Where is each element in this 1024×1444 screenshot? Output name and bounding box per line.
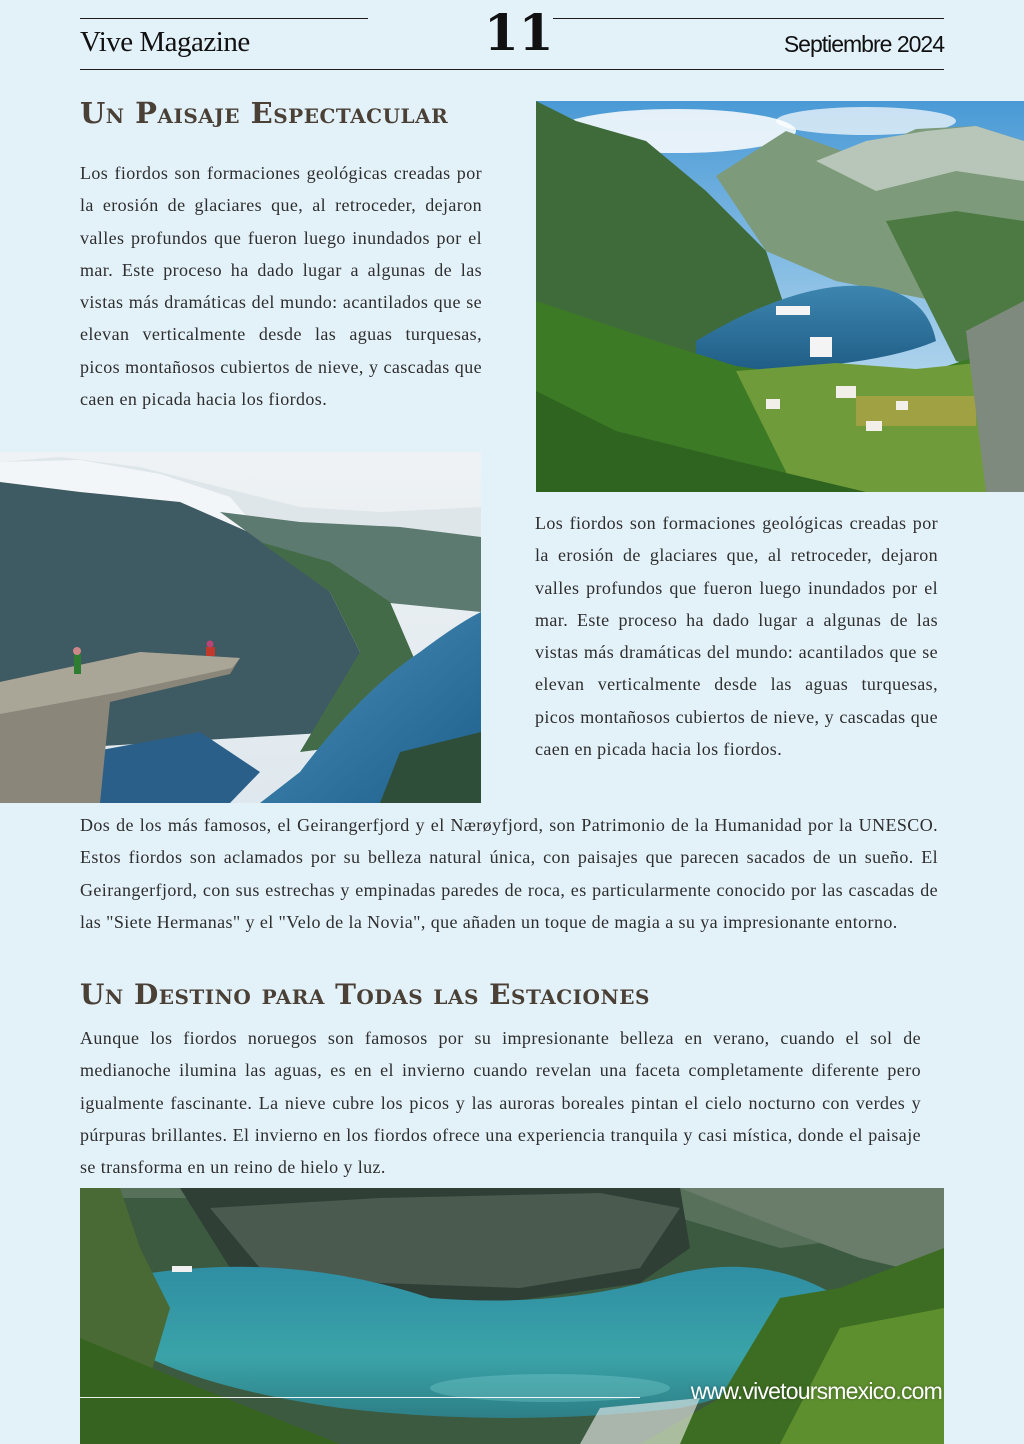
issue-date: Septiembre 2024 bbox=[783, 31, 944, 57]
body-paragraph-4: Aunque los fiordos noruegos son famosos por su impresionante belleza en verano, cuando el sol de medianoche ilumina las aguas, es en el invierno cuando revelan una faceta completamente diferente pero igualmente fascinante. La nieve cubre los picos y las auroras boreales pintan el cielo nocturno con verdes y púrpuras brillantes. El invierno en los fiordos ofrece una experiencia tranquila y casi mística, donde el paisaje se transforma en un reino de hielo y luz. bbox=[80, 1028, 921, 1178]
photo-fjord-valley bbox=[536, 101, 1024, 492]
photo-turquoise-fjord bbox=[80, 1188, 944, 1444]
photo-trolltunga-cliff bbox=[0, 452, 481, 803]
body-paragraph-1: Los fiordos son formaciones geológicas creadas por la erosión de glaciares que, al retroceder, dejaron valles profundos que fueron luego inundados por el mar. Este proceso ha dado lugar a algunas de las vistas más dramáticas del mundo: acantilados que se elevan verticalmente desde las aguas turquesas, picos montañosos cubiertos de nieve, y cascadas que caen en picada hacia los fiordos. bbox=[80, 163, 482, 410]
body-paragraph-3: Dos de los más famosos, el Geirangerfjord y el Nærøyfjord, son Patrimonio de la Humanidad por la UNESCO. Estos fiordos son aclamados por su belleza natural única, con paisajes que parecen sacados de un sueño. El Geirangerfjord, con sus estrechas y empinadas paredes de roca, es particularmente conocido por las cascadas de las "Siete Hermanas" y el "Velo de la Novia", que añaden un toque de magia a su ya impresionante entorno. bbox=[80, 815, 938, 932]
website-url[interactable]: www.vivetoursmexico.com bbox=[690, 1378, 942, 1404]
body-paragraph-2: Los fiordos son formaciones geológicas creadas por la erosión de glaciares que, al retroceder, dejaron valles profundos que fueron luego inundados por el mar. Este proceso ha dado lugar a algunas de las vistas más dramáticas del mundo: acantilados que se elevan verticalmente desde las aguas turquesas, picos montañosos cubiertos de nieve, y cascadas que caen en picada hacia los fiordos. bbox=[535, 513, 938, 760]
section-heading-seasons: Un Destino para Todas las Estaciones bbox=[80, 978, 650, 1011]
header-rule-bottom bbox=[80, 69, 944, 70]
header-rule-top-left bbox=[80, 18, 368, 19]
footer-rule bbox=[80, 1397, 640, 1398]
page-number: 11 bbox=[484, 3, 554, 62]
section-heading-landscape: Un Paisaje Espectacular bbox=[80, 96, 449, 130]
magazine-brand: Vive Magazine bbox=[80, 26, 250, 58]
header-rule-top-right bbox=[553, 18, 944, 19]
